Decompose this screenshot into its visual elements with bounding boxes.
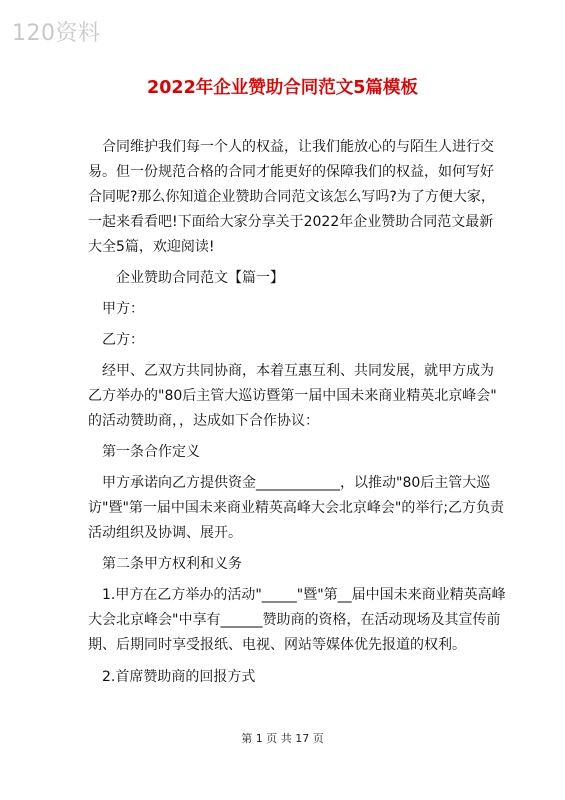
paragraph-line: 活动组织及协调、展开。	[88, 525, 242, 541]
paragraph-line: 乙方举办的"80后主管大巡访暨第一届中国未来商业精英北京峰会"	[88, 388, 497, 404]
paragraph-line: 的活动赞助商，，达成如下合作协议：	[88, 413, 319, 429]
paragraph-line: 合同呢?那么你知道企业赞助合同范文该怎么写吗?为了方便大家，	[88, 189, 495, 205]
paragraph-line: 访"暨"第一届中国未来商业精英高峰大会北京峰会"的举行;乙方负责	[88, 500, 505, 516]
page-number: 第 1 页 共 17 页	[241, 732, 324, 745]
paragraph-line: 大会北京峰会"中享有______赞助商的资格，在活动现场及其宣传前	[88, 612, 501, 628]
section-heading: 企业赞助合同范文【篇一】	[88, 270, 284, 286]
paragraph-line: 一起来看看吧!下面给大家分享关于2022年企业赞助合同范文最新	[88, 214, 494, 230]
document-body	[88, 135, 506, 690]
watermark: 120资料	[12, 21, 101, 46]
party-a-label: 甲方：	[88, 301, 144, 317]
paragraph-line: 期、后期同时享受报纸、电视、网站等媒体优先报道的权利。	[88, 637, 466, 653]
paragraph-line: 甲方承诺向乙方提供资金____________，以推动"80后主管大巡	[88, 475, 491, 491]
clause-heading: 第一条合作定义	[88, 444, 200, 460]
paragraph-line: 易。但一份规范合格的合同才能更好的保障我们的权益，如何写好	[88, 164, 494, 180]
paragraph-line: 1.甲方在乙方举办的活动"_____"暨"第__届中国未来商业精英高峰	[88, 587, 506, 603]
document-title: 2022年企业赞助合同范文5篇模板	[147, 78, 418, 98]
paragraph-line: 2.首席赞助商的回报方式	[88, 669, 256, 685]
paragraph-line: 合同维护我们每一个人的权益，让我们能放心的与陌生人进行交	[88, 139, 494, 155]
paragraph-line: 大全5篇，欢迎阅读!	[88, 239, 215, 255]
party-b-label: 乙方：	[88, 332, 144, 348]
paragraph-line: 经甲、乙双方共同协商，本着互惠互利、共同发展，就甲方成为	[88, 363, 494, 379]
clause-heading: 第二条甲方权利和义务	[88, 556, 242, 572]
